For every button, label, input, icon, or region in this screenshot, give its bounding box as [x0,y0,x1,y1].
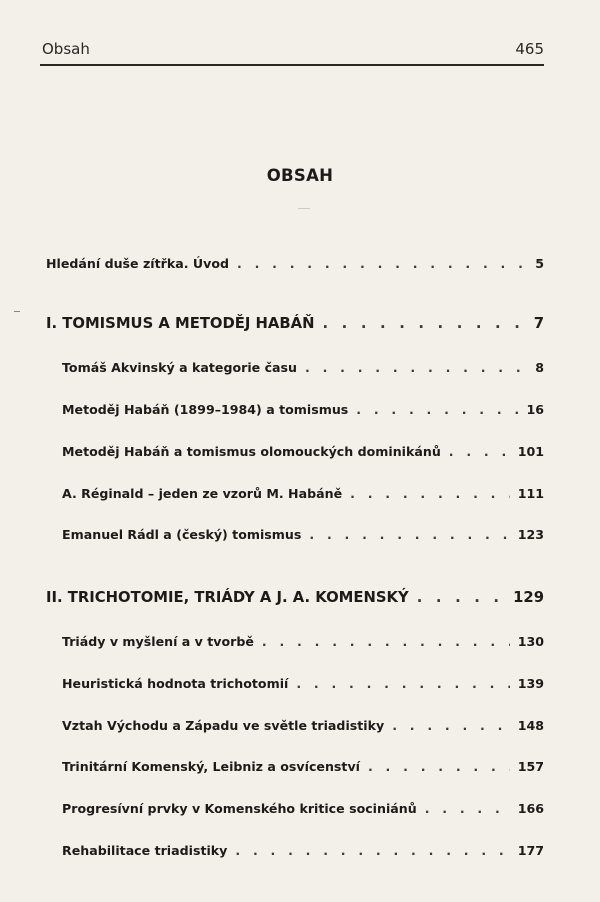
toc-entry [62,759,544,774]
toc-entry-label: Triády v myšlení a v tvorbě [62,634,254,649]
toc-entry [62,444,544,459]
toc-entry-page: 16 [526,402,544,417]
header-rule [40,64,544,66]
toc-entry-page: 8 [535,360,544,375]
toc-entry-label: Emanuel Rádl a (český) tomismus [62,527,302,542]
dot-leader [350,486,510,501]
dot-leader [368,759,510,774]
toc-entry [46,256,544,271]
toc-entry [62,527,544,542]
toc-entry [62,676,544,691]
margin-mark [14,311,20,312]
toc-entry-page: 7 [533,315,544,332]
toc-entry [62,718,544,733]
dot-leader [237,256,527,271]
dot-leader [417,589,505,606]
toc-part-heading [46,589,544,606]
dot-leader [235,843,509,858]
toc-entry-label: I. TOMISMUS A METODĚJ HABÁŇ [46,315,315,332]
toc-entry-page: 129 [513,589,544,606]
toc-entry-label: Heuristická hodnota trichotomií [62,676,289,691]
running-header-title: Obsah [42,40,90,58]
toc-entry-page: 101 [517,444,544,459]
toc-entry-page: 123 [517,527,544,542]
toc-entry [62,634,544,649]
toc-entry-label: Tomáš Akvinský a kategorie času [62,360,298,375]
toc-entry-page: 157 [517,759,544,774]
running-header-page-number: 465 [515,40,544,58]
dot-leader [392,718,510,733]
toc-entry [62,486,544,501]
running-header [42,40,544,58]
toc-entry-page: 166 [517,801,544,816]
toc-entry-label: Rehabilitace triadistiky [62,843,228,858]
toc-entry-page: 139 [517,676,544,691]
dot-leader [296,676,509,691]
toc-entry-label: Metoděj Habáň a tomismus olomouckých dominikánů [62,444,441,459]
toc-entry-label: Vztah Východu a Západu ve světle triadistiky [62,718,385,733]
title-divider [298,208,310,209]
toc-entry-page: 130 [517,634,544,649]
page-title: OBSAH [266,166,334,185]
toc-part-heading [46,315,544,332]
toc-entry-label: A. Réginald – jeden ze vzorů M. Habáně [62,486,343,501]
toc-entry-page: 148 [517,718,544,733]
toc-entry [62,801,544,816]
toc-entry-label: Hledání duše zítřka. Úvod [46,256,230,271]
toc-entry-label: II. TRICHOTOMIE, TRIÁDY A J. A. KOMENSKÝ [46,589,409,606]
toc-entry-page: 5 [535,256,544,271]
dot-leader [309,527,509,542]
dot-leader [305,360,527,375]
toc-entry-label: Metoděj Habáň (1899–1984) a tomismus [62,402,349,417]
toc-entry [62,843,544,858]
toc-entry-page: 111 [517,486,544,501]
toc-entry [62,360,544,375]
toc-entry-label: Progresívní prvky v Komenského kritice sociniánů [62,801,417,816]
dot-leader [323,315,526,332]
dot-leader [449,444,510,459]
toc-entry-label: Trinitární Komenský, Leibniz a osvícenství [62,759,360,774]
toc-entry-page: 177 [517,843,544,858]
dot-leader [262,634,510,649]
dot-leader [356,402,518,417]
dot-leader [425,801,510,816]
toc-entry [62,402,544,417]
